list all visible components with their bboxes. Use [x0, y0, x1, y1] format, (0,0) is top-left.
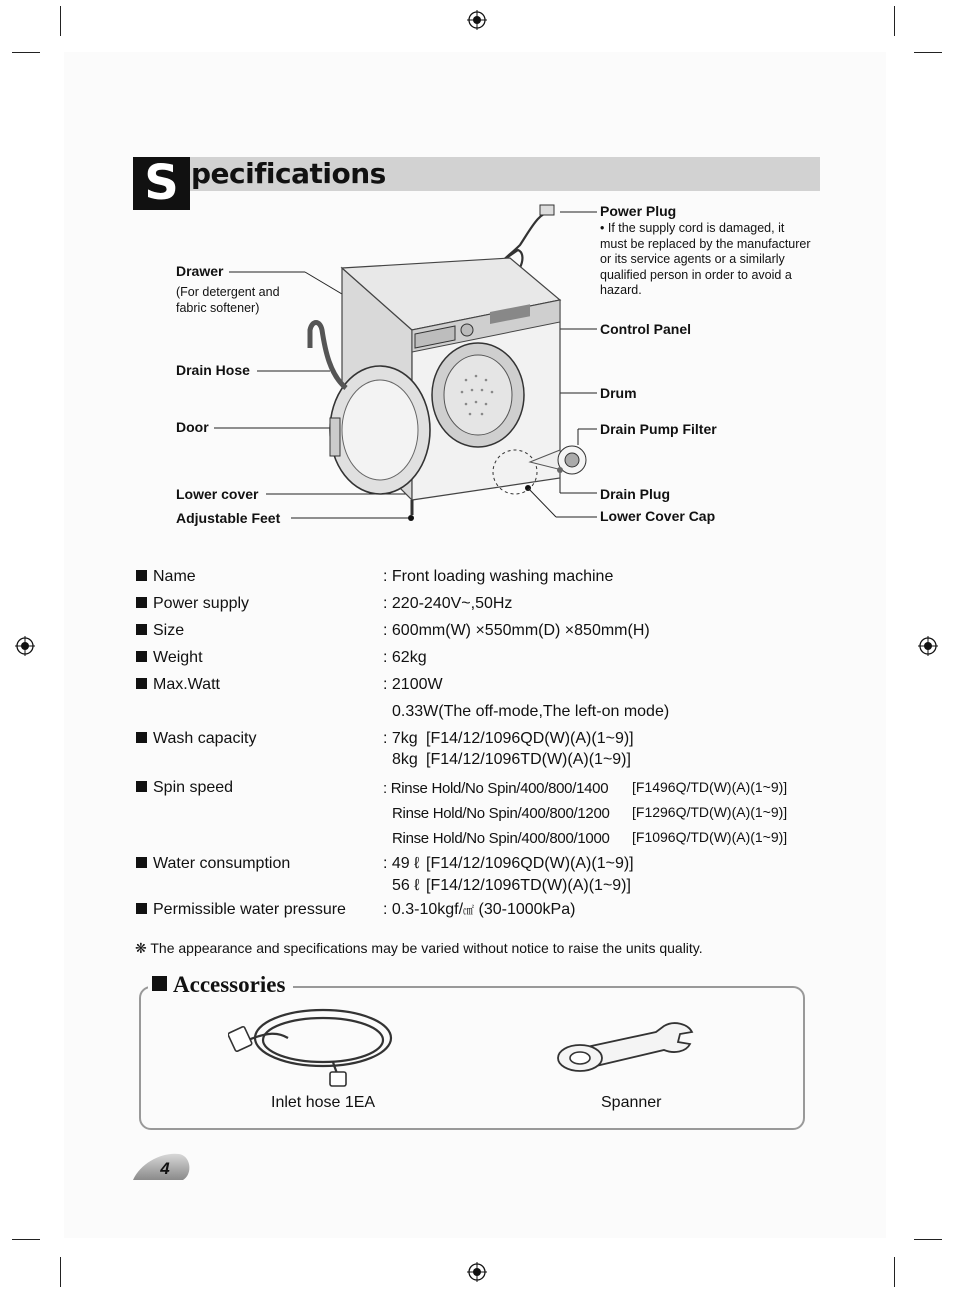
registration-mark-icon [467, 1262, 487, 1282]
spec-value-water-1a: : 49 ℓ [383, 855, 420, 872]
spec-value-spin-speed-2b: [F1296Q/TD(W)(A)(1~9)] [632, 804, 788, 820]
spec-value-spin-speed-1a: : Rinse Hold/No Spin/400/800/1400 [383, 780, 609, 797]
spanner-icon [556, 1018, 696, 1076]
spec-value-water-2a: 56 ℓ [392, 877, 420, 894]
registration-mark-icon [467, 10, 487, 30]
label-power-plug: Power Plug [600, 203, 677, 219]
spec-value-name: : Front loading washing machine [383, 568, 614, 585]
spec-value-spin-speed-3a: Rinse Hold/No Spin/400/800/1000 [392, 830, 610, 847]
page-number: 4 [160, 1159, 170, 1178]
spec-value-water-2b: [F14/12/1096TD(W)(A)(1~9)] [426, 877, 631, 894]
page-title: pecifications [191, 157, 386, 190]
label-drain-pump-filter: Drain Pump Filter [600, 421, 717, 437]
label-drum: Drum [600, 385, 637, 401]
spec-value-water-1b: [F14/12/1096QD(W)(A)(1~9)] [426, 855, 634, 872]
title-initial: S [133, 157, 190, 210]
accessory-caption-spanner: Spanner [601, 1094, 662, 1111]
spec-label-spin-speed: Spin speed [136, 779, 233, 797]
spec-value-spin-speed-3b: [F1096Q/TD(W)(A)(1~9)] [632, 829, 788, 845]
spec-value-water-pressure: : 0.3-10kgf/㎠ (30-1000kPa) [383, 901, 576, 918]
spec-value-size: : 600mm(W) ×550mm(D) ×850mm(H) [383, 622, 650, 639]
spec-value-wash-capacity-1b: [F14/12/1096QD(W)(A)(1~9)] [426, 730, 634, 747]
accessory-caption-inlet-hose: Inlet hose 1EA [271, 1094, 376, 1111]
label-lower-cover-cap: Lower Cover Cap [600, 508, 716, 524]
spec-value-wash-capacity-2b: [F14/12/1096TD(W)(A)(1~9)] [426, 751, 631, 768]
spec-value-standby-watt: 0.33W(The off-mode,The left-on mode) [392, 703, 670, 720]
spec-value-wash-capacity-1a: : 7kg [383, 730, 418, 747]
label-control-panel: Control Panel [600, 321, 692, 337]
spec-label-weight: Weight [136, 649, 203, 667]
registration-mark-icon [15, 636, 35, 656]
label-drawer: Drawer [176, 263, 224, 279]
spec-value-power-supply: : 220-240V~,50Hz [383, 595, 513, 612]
spec-value-max-watt: : 2100W [383, 676, 443, 693]
label-drain-hose: Drain Hose [176, 362, 250, 378]
label-lower-cover: Lower cover [176, 486, 259, 502]
crop-mark [894, 1257, 895, 1287]
spec-label-max-watt: Max.Watt [136, 676, 220, 694]
spec-value-spin-speed-1b: [F1496Q/TD(W)(A)(1~9)] [632, 779, 788, 795]
crop-mark [60, 1257, 61, 1287]
registration-mark-icon [918, 636, 938, 656]
label-door: Door [176, 419, 209, 435]
spec-value-wash-capacity-2a: 8kg [392, 751, 418, 768]
crop-mark [914, 1239, 942, 1240]
crop-mark [60, 6, 61, 36]
accessories-heading: Accessories [148, 970, 293, 1000]
label-power-plug-note: • If the supply cord is damaged, it must be replaced by the manufacturer or its service agents or a similarly qualified person in order to avoid a hazard. [600, 221, 811, 297]
spec-label-water-pressure: Permissible water pressure [136, 901, 346, 919]
inlet-hose-icon [228, 1002, 396, 1090]
label-drawer-note: (For detergent and fabric softener) [176, 285, 280, 315]
spec-label-wash-capacity: Wash capacity [136, 730, 256, 748]
spec-label-power-supply: Power supply [136, 595, 249, 613]
label-adjustable-feet: Adjustable Feet [176, 510, 281, 526]
spec-label-name: Name [136, 568, 196, 586]
footnote: ❋ The appearance and specifications may be varied without notice to raise the units quality. [135, 940, 703, 956]
page-number-badge [133, 1150, 191, 1184]
crop-mark [894, 6, 895, 36]
spec-value-spin-speed-2a: Rinse Hold/No Spin/400/800/1200 [392, 805, 610, 822]
label-drain-plug: Drain Plug [600, 486, 671, 502]
spec-label-size: Size [136, 622, 184, 640]
crop-mark [12, 52, 40, 53]
crop-mark [914, 52, 942, 53]
crop-mark [12, 1239, 40, 1240]
spec-value-weight: : 62kg [383, 649, 427, 666]
spec-label-water-consumption: Water consumption [136, 855, 290, 873]
